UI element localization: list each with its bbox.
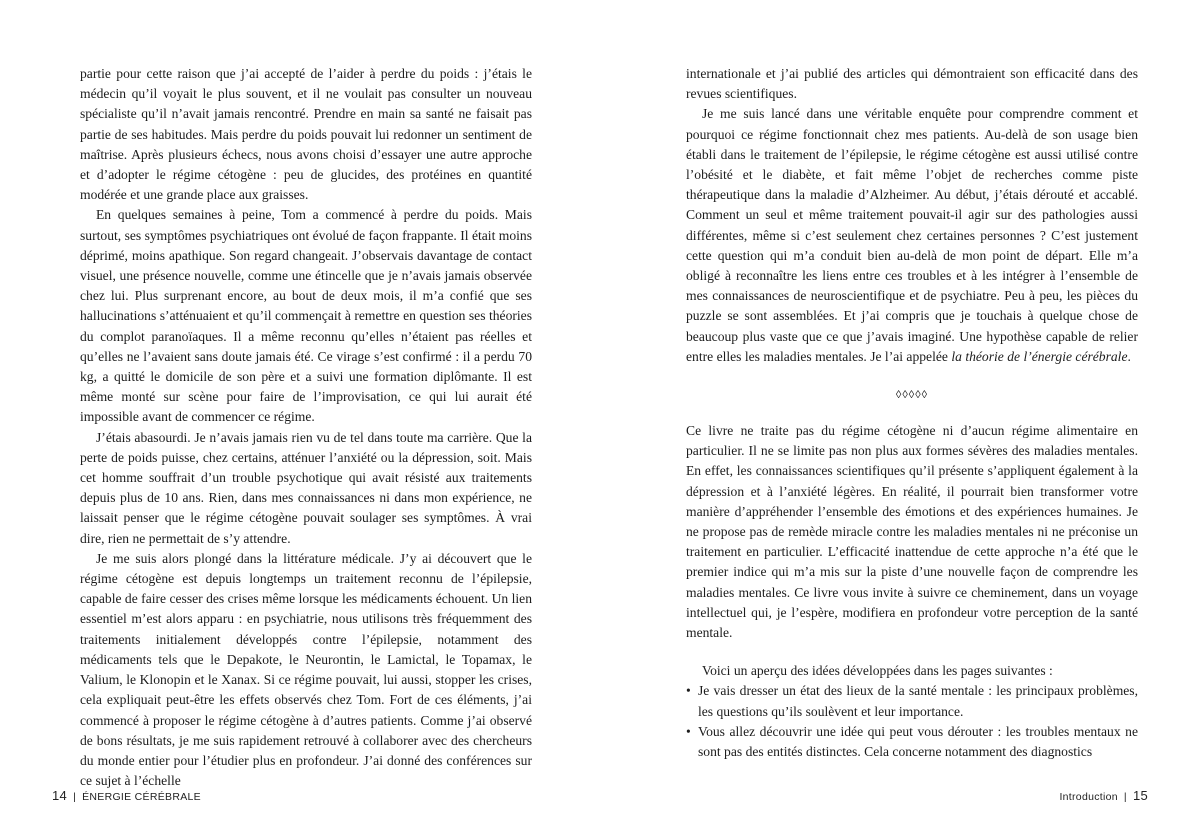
paragraph	[686, 104, 1138, 367]
right-page	[600, 0, 1200, 839]
list-intro: Voici un aperçu des idées développées dans les pages suivantes :	[702, 663, 1053, 679]
idea-list	[686, 681, 1138, 762]
list-item-text: Vous allez découvrir une idée qui peut vous dérouter : les troubles mentaux ne sont pas des entités distinctes. Cela concerne notamment des diagnostics	[698, 723, 1138, 760]
list-item	[686, 681, 1138, 721]
section-separator: ◊◊◊◊◊	[895, 389, 929, 402]
right-page-text	[686, 64, 1138, 762]
paragraph: partie pour cette raison que j’ai accepté de l’aider à perdre du poids : j’étais le médecin qu’il voyait le plus souvent, et il ne voulait pas consulter un nouveau spécialiste qu’il n’avait jamais rencontré. Prendre en main sa santé ne faisait pas partie de ses habitudes. Mais perdre du poids pouvait lui redonner un sentiment de maîtrise. Après plusieurs échecs, nous avons choisi d’essayer une autre approche et d’adopter le régime cétogène : peu de glucides, des protéines en quantité modérée et une grande place aux graisses.	[80, 66, 532, 203]
paragraph-end: .	[1127, 348, 1131, 364]
paragraph: En quelques semaines à peine, Tom a commencé à perdre du poids. Mais surtout, ses symptômes psychiatriques ont évolué de façon frappante. Il était moins déprimé, moins apathique. Son regard changeait. J’observais davantage de contact visuel, une présence nouvelle, comme une étincelle que je n’avais jamais observée chez lui. Plus surprenant encore, au bout de deux mois, il m’a confié que ses hallucinations s’atténuaient et qu’il commençait à remettre en question ses théories du complot paranoïaques. Il a même reconnu qu’elles n’étaient pas réelles et qu’elles ne l’avaient sans doute jamais été. Ce virage s’est confirmé : il a perdu 70 kg, a quitté le domicile de son père et a suivi une formation diplômante. Il est même monté sur scène pour faire de l’improvisation, ce qui lui aurait été impossible avant de commencer ce régime.	[80, 207, 532, 425]
bullet-glyph: •	[686, 683, 691, 699]
list-item	[686, 722, 1138, 762]
paragraph: Ce livre ne traite pas du régime cétogène ni d’aucun régime alimentaire en particulier. Il ne se limite pas non plus aux formes sévères des maladies mentales. En effet, les connaissances scientifiques qu’il présente s’appliquent également à la dépression et à l’anxiété légères. En réalité, il pourrait bien transformer votre manière d’appréhender l’ensemble des émotions et des expériences humaines. Je ne propose pas de remède miracle contre les maladies mentales ni ne préconise un traitement en particulier. L’efficacité inattendue de cette approche n’a été que le premier indice qui m’a mis sur la piste d’une nouvelle façon de comprendre les maladies mentales. Ce livre vous invite à suivre ce cheminement, dans un voyage intellectuel qui, je l’espère, modifiera en profondeur votre perception de la santé mentale.	[686, 423, 1138, 641]
right-folio	[1059, 788, 1148, 803]
left-folio	[52, 788, 201, 803]
folio-separator: |	[1123, 791, 1127, 803]
left-page-text	[80, 64, 532, 791]
running-head: Introduction	[1059, 791, 1118, 803]
paragraph: internationale et j’ai publié des articles qui démontraient son efficacité dans des revues scientifiques.	[686, 66, 1138, 102]
page-number: 14	[52, 788, 68, 803]
paragraph-text: Je me suis lancé dans une véritable enquête pour comprendre comment et pourquoi ce régime fonctionnait chez mes patients. Au-delà de son usage bien établi dans le traitement de l’épilepsie, le régime cétogène est aussi utilisé contre l’obésité et le diabète, et fait même l’objet de recherches comme piste thérapeutique dans la maladie d’Alzheimer. Au début, j’étais dérouté et accablé. Comment un seul et même traitement pouvait-il agir sur des pathologies aussi différentes, même si c’est seulement chez certaines personnes ? C’est justement cette question qui m’a conduit bien au-delà de mon point de départ. Elle m’a obligé à reconnaître les liens entre ces troubles et à les intégrer à l’ensemble de mes connaissances de neuroscientifique et de psychiatre. Peu à peu, les pièces du puzzle se sont assemblées. Et j’ai compris que je touchais à quelque chose de beaucoup plus vaste que ce que j’avais imaginé. Une hypothèse capable de relier entre elles les maladies mentales. Je l’ai appelée	[686, 106, 1138, 364]
folio-separator: |	[73, 791, 77, 803]
page-number: 15	[1132, 788, 1148, 803]
running-head: ÉNERGIE CÉRÉBRALE	[82, 791, 201, 803]
bullet-glyph: •	[686, 723, 691, 739]
list-item-text: Je vais dresser un état des lieux de la santé mentale : les principaux problèmes, les questions qu’ils soulèvent et leur importance.	[698, 683, 1138, 719]
paragraph: Je me suis alors plongé dans la littérature médicale. J’y ai découvert que le régime cétogène est depuis longtemps un traitement reconnu de l’épilepsie, capable de faire cesser des crises même lorsque les médicaments échouent. Un lien essentiel m’est alors apparu : en psychiatrie, nous utilisons très fréquemment des traitements initialement développés contre l’épilepsie, notamment des médicaments tels que le Depakote, le Neurontin, le Lamictal, le Topamax, le Valium, le Klonopin et le Xanax. Si ce régime pouvait, lui aussi, stopper les crises, cela expliquait peut-être les effets observés chez Tom. Fort de ces éléments, j’ai commencé à proposer le régime cétogène à d’autres patients. Comme j’ai observé de bons résultats, je me suis rapidement retrouvé à collaborer avec des chercheurs du monde entier pour l’étudier plus en profondeur. J’ai donné des conférences sur ce sujet à l’échelle	[80, 550, 532, 789]
paragraph: J’étais abasourdi. Je n’avais jamais rien vu de tel dans toute ma carrière. Que la perte de poids puisse, chez certains, atténuer l’anxiété ou la dépression, soit. Mais cet homme souffrait d’un trouble psychotique qui avait résisté aux traitements depuis plus de 10 ans. Rien, dans mes connaissances ni dans mon expérience, ne laissait penser que le régime cétogène pouvait soulager ses symptômes. À vrai dire, rien ne permettait de s’y attendre.	[80, 429, 532, 546]
theory-name: la théorie de l’énergie cérébrale	[951, 348, 1128, 364]
